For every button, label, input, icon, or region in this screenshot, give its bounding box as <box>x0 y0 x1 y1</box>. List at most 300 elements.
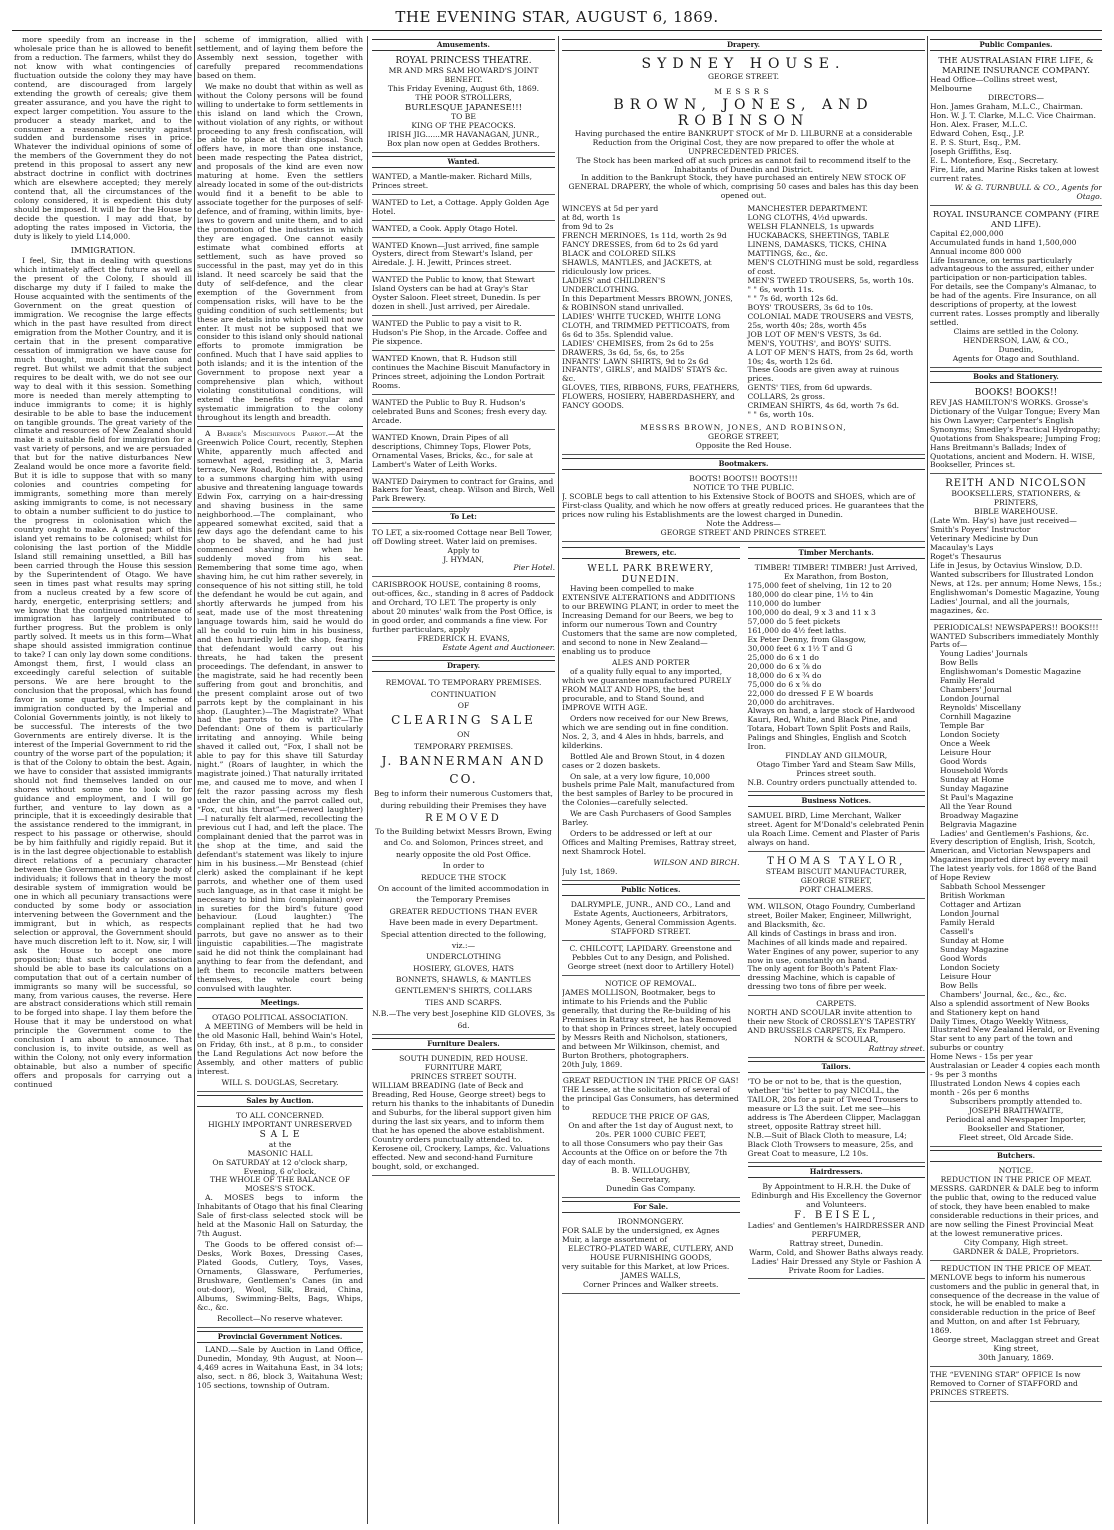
periodical-item: All the Year Round <box>940 801 1012 811</box>
ad-line: THOMAS TAYLOR, <box>767 856 906 868</box>
ad-line: REDUCTION IN THE PRICE OF MEAT. <box>940 1175 1092 1185</box>
price-list-item: SHAWLS, MANTLES, and JACKETS, at ridiculously low prices. <box>562 258 712 276</box>
ad-line: at the <box>268 1139 292 1149</box>
timber-row: 30,000 feet 6 x 1½ T and G <box>747 643 853 653</box>
ad-line: Fire, Life, and Marine Risks taken at lowest current rates. <box>930 164 1099 183</box>
ad-line: IRISH JIG......MR HAVANAGAN, JUNR., <box>387 129 540 139</box>
divider <box>197 426 363 427</box>
ad-body: A. MOSES begs to inform the Inhabitants of Otago that his final Clearing Sale of first-class selected stock will be held at the Masonic Hall on Saturday, the 7th August. <box>197 1193 363 1239</box>
ad-mollison <box>562 978 740 1074</box>
section-header-drapery: Drapery. <box>562 39 925 51</box>
price-list-item: GLOVES, TIES, RIBBONS, FURS, FEATHERS, FLOWERS, HOSIERY, HABERDASHERY, and FANCY GOODS. <box>562 383 740 411</box>
ad-line: PORT CHALMERS. <box>799 884 874 894</box>
column-divider <box>367 36 368 1524</box>
section-header-butchers: Butchers. <box>930 1150 1102 1162</box>
price-list-right <box>748 205 926 420</box>
ad-line: NORTH & SCOULAR, <box>794 1035 879 1045</box>
ad-line: Annual income 800 000 <box>930 246 1022 256</box>
section-header-books: Books and Stationery. <box>930 371 1102 383</box>
periodical-item: Family Herald <box>940 918 995 928</box>
ad-line: Australasian or Leader 4 copies each month - 9s per 3 months <box>930 1061 1101 1080</box>
section-header-meetings: Meetings. <box>197 997 363 1009</box>
ad-body: CARISBROOK HOUSE, containing 8 rooms, out-offices, &c., standing in 8 acres of Paddock and Orchard, TO LET. The property is only about 20 minutes' walk from the Post Office, is in good order, and commands a fine view. For further particulars, apply <box>372 580 554 635</box>
ad-line: Beg to inform their numerous Customers that, during rebuilding their Premises they have <box>374 789 553 810</box>
lower-columns <box>562 544 925 1296</box>
ad-line: Estate Agent and Auctioneer. <box>442 643 555 653</box>
periodical-item: Chambers' Journal <box>940 685 1012 695</box>
ad-line: CONTINUATION <box>430 689 497 699</box>
periodicals-list <box>930 883 1102 999</box>
ad-line: GREAT REDUCTION IN THE PRICE OF GAS! <box>562 1076 739 1086</box>
column-1 <box>14 36 192 1524</box>
price-list-item: WINCEYS at 5d per yard <box>562 204 659 214</box>
ad-body: Also a splendid assortment of New Books and Stationery kept on hand <box>930 998 1090 1017</box>
ad-line: F. BEISEL, <box>794 1209 879 1221</box>
ad-body: Daily Times, Otago Weekly Witness, Illustrated New Zealand Herald, or Evening Star sent to any part of the town and suburbs or country <box>930 1016 1100 1053</box>
ad-line: FURNITURE MART, <box>424 1063 503 1073</box>
ad-line: Veterinary Medicine by Dun <box>930 534 1039 543</box>
ad-line: MASONIC HALL <box>247 1148 313 1158</box>
ad-body: N.B.—Suit of Black Cloth to measure, L4; Black Cloth Trowsers to measure, 25s, and Great Coat to measure, L2 10s. <box>747 1131 914 1158</box>
article-paragraph: We make no doubt that within as well as without the Colony persons will be found willing to undertake to form settlements in this island on land which the Crown, without violation of any rights, or without proceeding to any fresh confiscation, will be able to place at their disposal. Such offers have, in more than one instance, been made respecting the Patea district, and proposals of the kind are even now maturing at home. Even the settlers already located in some of the out-districts would find it a benefit to be able to associate together for the purposes of self-defence, and of framing, within limits, bye-laws to govern and unite them, and to aid the promotion of the industries in which they are engaged. One cannot easily estimate what combined efforts at settlement, such as have proved so successful in the past, may yet do in this island. It need scarcely be said that the duty of self-defence, and the clear exemption of the Government from compensation risks, will have to be the guiding condition of such settlements; but these are details into which I will not now enter. It must not be supposed that we consider to this island only should national efforts to promote immigration be confined. Much that I have said applies to both islands; and it is the intention of the Government to propose next year a comprehensive plan which, without violating constitutional conditions, will extend the benefits of regular and systematic immigration to the colony throughout its length and breadth. <box>197 81 363 423</box>
periodical-item: Reynolds' Miscellany <box>940 703 1022 713</box>
ad-body: Wanted subscribers for Illustrated London News, at 12s. per annum; Home News, 15s.; Englishwoman's Domestic Magazine, Young Ladies' Journal, and all the journals, magazines, &c. <box>930 569 1102 615</box>
article-body: —At the Greenwich Police Court, recently, Stephen White, apparently much affected and somewhat aged, residing at 3, Maria terrace, New Road, Rotherhithe, appeared to a summons charging him with using abusive and threatening language towards Edwin Fox, carrying on a hair-dressing and shaving business in the same neighborhood.—The complainant, who appeared somewhat excited, said that a few days ago the defendant came to his shop to be shaved, and he had just commenced shaving him when he suddenly moved from his seat. Remembering that some time ago, when shaving him, he cut him rather severely, in consequence of his not sitting still, he told the defendant he would be cut again, and shortly afterwards he jumped from his seat, made use of the most threatening language towards him, said he would do all he could to ruin him in his business, and then hurriedly left the shop, fearing that defendant would carry out his threats, he had taken the present proceedings. The defendant, in answer to the magistrate, said he had recently been suffering from gout and bronchitis, and the present complaint arose out of two parrots kept by the complainant in his shop. (Laughter.)—The Magistrate? What had the parrots to do with it?—The Defendant: One of them is particularly irritating and annoying. While being shaved it called out, “Fox, I shall not be able to pay for this shave till Saturday night.” (Roars of laughter, in which the magistrate joined.) That naturally irritated me, and caused me to move, and when I felt the razor passing across my flesh under the chin, and the parrot called out, “Fox, cut his throat”—(renewed laughter)—I naturally felt alarmed, recollecting the previous cut I had, and left the place. The complainant denied that the parrot was in the shop at the time, and said the defendant's statement was likely to injure him in his business.—Mr Benstead (chief clerk) asked the complainant if he kept parrots, and whether one of them used such language, as in that case it might be necessary to bind him (complainant) over in sureties for the bird's future good behaviour. (Loud laughter.) The complainant replied that he had two parrots, but gave no answer as to their linguistic capabilities.—The magistrate said he did not think the complainant had anything to fear from the defendant, and left them to reconcile matters between themselves, the whole court being convulsed with laughter. <box>197 428 363 994</box>
ad-body: All kinds of Castings in brass and iron. Machines of all kinds made and repaired. Water Engines of any power, superior to any now in use, constantly on hand. <box>747 928 919 965</box>
ad-line: Dunedin Gas Company. <box>606 1183 696 1193</box>
ad-line: PERIODICALS! NEWSPAPERS!! BOOKS!!! <box>933 622 1099 632</box>
ad-line: MR AND MRS SAM HOWARD'S JOINT BENEFIT. <box>388 65 539 84</box>
ad-line: REDUCE THE PRICE OF GAS, <box>591 1112 710 1122</box>
ad-line: GEORGE STREET AND PRINCES STREET. <box>660 528 827 538</box>
timber-row: 20,000 do 6 x ⅞ do <box>747 661 822 671</box>
price-list-item: LADIES' CHEMISES, from 2s 6d to 25s <box>562 338 714 348</box>
classified-ad: WANTED the Public to Buy R. Hudson's celebrated Buns and Scones; fresh every day. Arcade. <box>372 397 555 430</box>
periodical-item: Leisure Hour <box>940 971 992 981</box>
ad-line: IRONMONGERY. <box>617 1217 684 1227</box>
classified-ad: WANTED the Public to know, that Stewart Island Oysters can be had at Gray's Star Oyster Saloon. Fleet street, Dunedin. Is per dozen in shell. Just arrived, per Airedale. <box>372 274 555 316</box>
timber-row: 18,000 do 6 x ¾ do <box>747 670 822 680</box>
ad-line: E. P. S. Sturt, Esq., P.M. <box>930 137 1021 147</box>
timber-row: 100,000 do deal, 9 x 3 and 11 x 3 <box>747 608 876 617</box>
section-heading: IMMIGRATION. <box>70 245 136 255</box>
periodical-item: Young Ladies' Journals <box>940 649 1028 659</box>
ad-royal-insurance <box>930 208 1102 368</box>
ad-line: By Appointment to H.R.H. the Duke of Edinburgh and His Excellency the Governor and Volunteers. <box>751 1182 922 1210</box>
ad-line: BOOKS! BOOKS!! <box>974 388 1058 399</box>
ad-line: July 1st, 1869. <box>562 867 618 877</box>
price-list-item: JOB LOT OF MEN'S VESTS, 3s 6d. <box>747 329 882 339</box>
ad-otago-political <box>197 1012 363 1092</box>
ad-breading <box>372 1053 555 1175</box>
price-list-item: DRAWERS, 3s 6d, 5s, 6s, to 25s <box>562 347 685 357</box>
ad-body: WM. WILSON, Otago Foundry, Cumberland street, Boiler Maker, Engineer, Millwright, and Blacksmith, &c. <box>747 901 916 929</box>
ad-braithwaite <box>930 622 1102 1147</box>
ad-line: UNDERCLOTHING <box>426 952 501 962</box>
ad-line: N.B. Country orders punctually attended to. <box>747 778 918 788</box>
ad-bird: SAMUEL BIRD, Lime Merchant, Walker street. Agent for M'Donald's celebrated Penin ula Roach Lime. Cement and Plaster of Paris always on hand. <box>748 810 926 852</box>
section-header-bootmakers: Bootmakers. <box>562 458 925 470</box>
ad-line: MESSRS BROWN, JONES, AND ROBINSON, <box>640 423 847 433</box>
ad-body: 'TO be or not to be, that is the question, whether 'tis' better to pay NICOLL, the TAILOR, 20s for a pair of Tweed Trousers to measure or L3 the suit. Let me see—his address is The Aberdeen Clipper, Maclaggan street, opposite Rattray street hill. <box>747 1077 921 1132</box>
periodicals-list <box>930 650 1102 838</box>
ad-line: ALES AND PORTER <box>611 658 690 668</box>
ad-line: Illustrated London News 4 copies each month - 26s per 6 months <box>930 1079 1081 1098</box>
ad-line: GEORGE STREET, <box>800 875 872 885</box>
ad-line: Note the Address— <box>706 519 781 529</box>
masthead-rule <box>12 30 1102 31</box>
ad-line: GARDNER & DALE, Proprietors. <box>952 1246 1080 1256</box>
price-list-left <box>562 205 740 420</box>
periodical-item: Leisure Hour <box>940 747 992 757</box>
article-title: A Barber's Mischievous Parrot. <box>205 428 329 438</box>
price-list-item: HUCKABACKS, SHEETINGS, TABLE LINENS, DAMASKS, TICKS, CHINA MATTINGS, &c., &c. <box>747 231 890 259</box>
price-list-item: MEN'S, YOUTHS', and BOYS' SUITS. <box>747 338 892 348</box>
ad-body: Having purchased the entire BANKRUPT STOCK of Mr D. LILBURNE at a considerable Reduction from the Original Cost, they are now prepared to offer the whole at UNPRECEDENTED PRICES. <box>574 128 913 156</box>
ad-line: Pier Hotel. <box>513 563 555 573</box>
ad-taylor <box>748 854 926 899</box>
ad-body: TO LET, a six-roomed Cottage near Bell Tower, off Dowling street. Water laid on premises. <box>372 527 553 546</box>
ad-line: Recollect—No reserve whatever. <box>217 1313 343 1323</box>
ad-line: Hon. W. J. T. Clarke, M.L.C. Vice Chairman. <box>930 111 1096 121</box>
ad-line: Box plan now open at Geddes Brothers. <box>387 138 540 148</box>
ad-body: FOR SALE by the undersigned, ex Agnes Muir, a large assortment of <box>562 1226 720 1244</box>
section-header-business: Business Notices. <box>748 795 926 807</box>
periodical-item: British Workman <box>940 891 1006 901</box>
ad-line: BROWN, JONES, AND ROBINSON <box>613 96 874 130</box>
ad-line: Periodical and Newspaper Importer, Bookseller and Stationer, <box>946 1115 1086 1133</box>
price-list-item: LADIES' and CHILDREN'S UNDERCLOTHING. <box>562 275 666 294</box>
ad-line: NOTICE. <box>998 1166 1034 1176</box>
ad-body: to all those Consumers who pay their Gas Accounts at the Office on or before the 7th day of each month. <box>562 1139 728 1167</box>
section-header-furniture: Furniture Dealers. <box>372 1038 555 1050</box>
ad-line: TEMPORARY PREMISES. <box>413 741 514 751</box>
periodical-item: London Journal <box>940 694 1000 704</box>
ad-line: ELECTRO-PLATED WARE, CUTLERY, AND HOUSE FURNISHING GOODS, <box>567 1243 734 1262</box>
ad-line: HENDERSON, LAW, & CO., <box>963 336 1069 346</box>
periodical-item: Household Words <box>940 765 1008 775</box>
classified-ad: WANTED Dairymen to contract for Grains, and Bakers for Yeast, cheap. Wilson and Birch, Well Park Brewery. <box>372 476 555 509</box>
ad-body: A MEETING of Members will be held in the old Masonic Hall, behind Wain's Hotel, on Friday, 6th inst., at 8 p.m., to consider the Land Regulations Act now before the Assembly, and other matters of public interest. <box>197 1022 363 1076</box>
ad-line: City Company, High street. <box>963 1237 1069 1247</box>
periodical-item: Belgravia Magazine <box>940 819 1017 829</box>
ad-line: THE WHOLE OF THE BALANCE OF MOSES'S STOCK. <box>209 1175 351 1194</box>
price-list-item: at 8d, worth 1s <box>562 213 621 223</box>
ad-menlove <box>930 1263 1102 1367</box>
ad-body: Bottled Ale and Brown Stout, in 4 dozen cases or 2 dozen baskets. <box>562 751 725 770</box>
ad-body: NORTH AND SCOULAR invite attention to their new Stock of CROSSLEY'S TAPESTRY AND BRUSSELS CARPETS, Ex Pampero. <box>747 1008 916 1036</box>
ad-line: Smith's Poyers' Instructor <box>930 525 1031 535</box>
timber-row: 161,000 do 4½ feet laths. <box>747 625 847 635</box>
ad-line: Otago Timber Yard and Steam Saw Mills, Princes street south. <box>756 760 916 779</box>
ad-line: GEORGE STREET, <box>707 432 779 442</box>
timber-row: 20,000 do architraves. <box>747 697 835 707</box>
ad-body: We are Cash Purchasers of Good Samples Barley. <box>562 809 732 828</box>
ad-line: Evening, 6 o'clock, <box>243 1166 317 1176</box>
ad-line: WELL PARK BREWERY, DUNEDIN. <box>587 564 715 585</box>
ad-line: HIGHLY IMPORTANT UNRESERVED <box>208 1120 352 1130</box>
section-header-wanted: Wanted. <box>372 156 555 168</box>
periodical-item: London Society <box>940 962 1000 972</box>
ad-body: On sale, at a very low figure, 10,000 bushels prime Pale Malt, manufactured from the best samples of Barley to be procured in the Colonies—carefully selected. <box>562 771 735 808</box>
ad-line: Opposite the Red House. <box>695 441 792 451</box>
periodical-item: Sunday at Home <box>940 774 1004 784</box>
periodical-item: Bow Bells <box>940 980 978 990</box>
ad-line: SYDNEY HOUSE. <box>641 56 846 73</box>
ad-line: George street, Maclaggan street and Great King street, <box>932 1335 1100 1354</box>
ad-scoble <box>562 473 925 542</box>
ad-line: Rattray street, Dunedin. <box>789 1238 884 1248</box>
ad-line: Hon. Alex. Fraser, M.L.C. <box>930 120 1028 130</box>
periodical-item: Sunday Magazine <box>940 783 1009 793</box>
classified-ad: WANTED Known, that R. Hudson still continues the Machine Biscuit Manufactory in Princes street, adjoining the London Portrait Rooms. <box>372 353 555 395</box>
ad-beisel <box>748 1181 926 1279</box>
article-paragraph: more speedily from an increase in the wholesale price than he is allowed to benefit from a reduction. The farmers, whilst they do not know with what contingencies of fluctuation outside the colony they may have contend, are discouraged from largely extending the growth of cereals; give them greater assurance, and you have the right to expect larger competition. You assure to the producer a steady market, and to the consumer a reasonable security against sudden and burdensome rises in price. Whatever the individual opinions of some of the members of the Government they do not pretend in this proposal to assert any new abstract doctrine in conflict with doctrines which are elsewhere accepted; they merely contend that, all the circumstances of the colony considered, it is expedient this duty should be imposed. It will be for the House to decide the question. I may add that, by adopting the rates imposed in Victoria, the duty is likely to yield L14,000. <box>14 36 192 241</box>
ad-line: MESSRS <box>714 86 773 96</box>
periodical-item: Once a Week <box>940 738 990 748</box>
section-header-hairdressers: Hairdressers. <box>748 1166 926 1178</box>
ad-body: REV JAS HAMILTON'S WORKS. Grosse's Dictionary of the Vulgar Tongue; Every Man his Own Lawyer; Carpenter's English Synonyms; Smedley's Practical Hydropathy; Quotations from Shakspeare; Jumping Frog; Hans Breitmann's Ballads; Index of Quotations, ancient and Modern. H. WISE, Bookseller, Princes st. <box>930 397 1101 470</box>
ad-line: (Late Wm. Hay's) have just received— <box>930 516 1077 526</box>
section-header-to-let: To Let: <box>372 511 555 523</box>
price-list-item: A LOT OF MEN'S HATS, from 2s 6d, worth 10s; 4s, worth 12s 6d. <box>747 347 914 366</box>
ad-line: TIMBER! TIMBER! TIMBER! Just Arrived, <box>754 563 918 573</box>
ad-line: very suitable for this Market, at low Prices. <box>562 1261 730 1271</box>
timber-row: 110,000 do lumber <box>747 599 821 609</box>
ad-line: Have been made in every Department. <box>388 918 539 928</box>
ad-line: J. BANNERMAN AND CO. <box>381 754 546 787</box>
article-paragraph: scheme of immigration, allied with settlement, and of laying them before the Assembly next session, together with carefully prepared recommendations based on them. <box>197 36 363 80</box>
classified-ad: WANTED to Let, a Cottage. Apply Golden Age Hotel. <box>372 197 555 221</box>
ad-line: THE POOR STROLLERS, <box>415 92 512 102</box>
ad-body: WILLIAM BREADING (late of Beck and Breading, Red House, George street) begs to return his thanks to the inhabitants of Dunedin and Suburbs, for the liberal support given him during the last six years, and to inform them that he has opened the above establishment. Country orders punctually attended to. Kerosene oil, Crockery, Lamps, &c. Valuations effected. New and second-hand Furniture bought, sold, or exchanged. <box>372 1081 554 1171</box>
ad-line: 20th July, 1869. <box>562 1059 623 1069</box>
periodical-item: Cottager and Artizan <box>940 900 1022 910</box>
ad-wilson <box>748 901 926 997</box>
ad-evening-star: THE “EVENING STAR” OFFICE Is now Removed to Corner of STAFFORD and PRINCES STREETS. <box>930 1369 1102 1402</box>
periodical-item: Good Words <box>940 953 987 963</box>
classified-ad: WANTED Known—Just arrived, fine sample Oysters, direct from Stewart's Island, per Airedale. J. H. Jewitt, Princes street. <box>372 240 555 273</box>
periodical-item: Sabbath School Messenger <box>940 882 1046 892</box>
ad-line: Head Office—Collins street west, Melbourne <box>930 75 1058 94</box>
ad-body: JAMES MOLLISON, Bootmaker, begs to intimate to his Friends and the Public generally, that during the Re-building of his Premises in Rattray street, he has Removed to that shop in Princes street, lately occupied by Messrs Reith and Nicholson, stationers, and between Mr Wilkinson, chemist, and Burton Brothers, photographers. <box>562 987 738 1060</box>
periodical-item: London Journal <box>940 909 1000 919</box>
ad-line: Life in Jesus, by Octavius Winslow, D.D. <box>930 560 1083 570</box>
ad-line: Agents for Otago and Southland. <box>952 354 1080 363</box>
timber-row: Ex Peter Denny, from Glasgow, <box>747 634 867 644</box>
ad-line: TIES AND SCARFS. <box>425 997 502 1007</box>
ad-line: Special attention directed to the following, <box>380 929 547 939</box>
ad-line: On account of the limited accommodation in the Temporary Premises <box>378 883 549 905</box>
periodical-item: Sunday Magazine <box>940 944 1009 954</box>
ad-gas <box>562 1075 740 1197</box>
ad-line: FINDLAY AND GILMOUR, <box>785 751 888 761</box>
price-list-item: INFANTS', GIRLS', and MAIDS' STAYS &c. &c. <box>562 365 728 384</box>
ad-line: SOUTH DUNEDIN, RED HOUSE. <box>399 1054 528 1064</box>
ad-line: REDUCTION IN THE PRICE OF MEAT. <box>940 1263 1092 1273</box>
section-header-amusements: Amusements. <box>372 39 555 51</box>
periodical-item: London Society <box>940 730 1000 740</box>
ad-line: Rattray street. <box>868 1044 925 1054</box>
ad-moses-sale <box>197 1110 363 1328</box>
ad-line: Claims are settled in the Colony. <box>953 327 1079 337</box>
price-list-item: COLLARS, 2s gross. <box>747 392 825 402</box>
price-list-item: In this Department Messrs BROWN, JONES, & ROBINSON stand unrivalled. <box>562 293 733 312</box>
column-2 <box>197 36 363 1524</box>
ad-line: Warm, Cold, and Shower Baths always ready. <box>749 1247 924 1257</box>
ad-gardner-dale <box>930 1165 1102 1261</box>
ad-line: NOTICE OF REMOVAL. <box>604 978 697 988</box>
ad-line: KING OF THE PEACOCKS. <box>411 120 516 130</box>
ad-body: of a quality fully equal to any imported, which we guarantee manufactured PURELY FROM MALT AND HOPS, the best procurable, and to Stand Sound, and IMPROVE WITH AGE. <box>562 667 732 712</box>
column-divider <box>194 36 195 1524</box>
periodical-item: Family Herald <box>940 676 995 686</box>
price-list-item: from 9d to 2s <box>562 222 614 232</box>
ad-body: The Stock has been marked off at such prices as cannot fail to recommend itself to the Inhabitants of Dunedin and District. <box>576 155 911 174</box>
ad-line: BOOKSELLERS, STATIONERS, & PRINTERS, <box>951 489 1081 508</box>
classified-ad <box>372 527 555 578</box>
ad-line: Macaulay's Lays <box>930 542 994 552</box>
price-list-item: " " 7s 6d, worth 12s 6d. <box>747 293 839 303</box>
price-list-item: " " 6s, worth 10s. <box>747 410 814 420</box>
price-list-item: FRENCH MERINOES, 1s 11d, worth 2s 9d <box>562 231 727 241</box>
price-list-item: INFANTS' LAWN SHIRTS, 9d to 2s 6d <box>562 356 709 366</box>
ad-reith-nicolson <box>930 476 1102 619</box>
ad-line: Dunedin, <box>998 345 1034 355</box>
ad-line: 30th January, 1869. <box>978 1353 1054 1363</box>
ad-body: C. CHILCOTT, LAPIDARY. Greenstone and Pebbles Cut to any Design, and Polished. <box>569 944 733 963</box>
ad-line: In order to <box>442 861 485 871</box>
ad-line: E. L. Montefiore, Esq., Secretary. <box>930 155 1059 165</box>
ad-line: HOSIERY, GLOVES, HATS <box>413 963 514 973</box>
classified-ad: WANTED the Public to pay a visit to R. Hudson's Pie Shop, in the Arcade. Coffee and Pie sixpence. <box>372 318 555 351</box>
ad-nicoll <box>748 1076 926 1163</box>
ad-line: JOSEPH BRAITHWAITE, <box>968 1106 1064 1116</box>
timber-row: 175,000 feet of shelving, 1in 12 to 20 <box>747 581 892 591</box>
column-divider <box>558 36 559 1524</box>
section-header-tailors: Tailors. <box>748 1061 926 1073</box>
ad-line: REMOVED <box>425 813 502 825</box>
periodical-item: Good Words <box>940 756 987 766</box>
ad-line: Edward Cohen, Esq., J.P. <box>930 129 1025 138</box>
ad-line: JAMES WALLS, <box>620 1270 681 1280</box>
ad-line: ON <box>457 730 470 740</box>
classified-ad <box>372 579 555 657</box>
periodical-item: Broadway Magazine <box>940 810 1019 820</box>
ad-line: ROYAL INSURANCE COMPANY (FIRE AND LIFE). <box>932 209 1100 230</box>
price-list-item: BLACK and COLORED SILKS <box>562 249 676 259</box>
ad-line: REITH AND NICOLSON <box>945 478 1087 490</box>
periodical-item: Temple Bar <box>940 721 985 731</box>
ad-body: MENLOVE begs to inform his numerous customers and the public in general that, in consequence of the decrease in the value of stock, he will be enabled to make a considerable reduction in the price of Beef and Mutton, on and after 1st February, 1869. <box>930 1272 1100 1336</box>
ad-line: Ladies' and Gentlemen's HAIRDRESSER AND PERFUMER, <box>747 1220 925 1239</box>
ad-line: Capital £2,000,000 <box>930 228 1004 238</box>
ad-line: Home News - 15s per year <box>930 1052 1033 1062</box>
price-list-item: MEN'S CLOTHING must be sold, regardless of cost. <box>747 258 919 276</box>
ad-body: MESSRS. GARDNER & DALE beg to inform the public that, owing to the reduced value of stock, they have been enabled to make considerable reductions in their prices, and are now selling the Finest Provincial Meat at the lowest remunerative prices. <box>930 1184 1099 1238</box>
column-4-left <box>562 544 740 1296</box>
ad-line: GEORGE STREET. <box>707 71 779 81</box>
timber-row: 25,000 do 6 x 1 do <box>747 652 819 662</box>
price-list-item: GENTS' TIES, from 6d upwards. <box>747 383 873 393</box>
ad-body: LAND.—Sale by Auction in Land Office, Dunedin, Monday, 9th August, at Noon—4,469 acres in Waitahuna East, in 34 lots; also, sect. n 86, block 3, Waitahuna West; 105 sections, township of Outram. <box>197 1344 363 1390</box>
ad-line: GREATER REDUCTIONS THAN EVER <box>389 906 538 916</box>
masthead: THE EVENING STAR, AUGUST 6, 1869. <box>395 8 719 26</box>
ad-line: GENTLEMEN'S SHIRTS, COLLARS <box>394 986 533 996</box>
ad-line: TO ALL CONCERNED. <box>236 1111 324 1121</box>
ad-line: J. HYMAN, <box>443 554 484 564</box>
ad-line: Fleet street, Old Arcade Side. <box>958 1132 1074 1142</box>
ad-body: Orders now received for our New Brews, which we are sending out in fine condition. Nos. 2, 3, and 4 Ales in hhds, barrels, and kilderkins. <box>562 713 729 750</box>
ad-line: FREDERICK H. EVANS, <box>417 634 510 644</box>
ad-line: Subscribers promptly attended to. <box>949 1097 1083 1107</box>
ad-line: THE AUSTRALASIAN FIRE LIFE, & MARINE INSURANCE COMPANY. <box>938 56 1094 77</box>
ad-line: On SATURDAY at 12 o'clock sharp, <box>212 1157 348 1167</box>
ad-body: The Goods to be offered consist of:—Desks, Work Boxes, Dressing Cases, Plated Goods, Cutlery, Toys, Vases, Ornaments, Glassware, Perfumeries, Brushware, Gentlemen's Canes (in and out-door), Wool, Silk, Braid, China, Albums, Swimming-Belts, Bags, Whips, &c., &c. <box>197 1240 363 1312</box>
ad-line: WILSON AND BIRCH. <box>653 858 740 868</box>
section-header-timber: Timber Merchants. <box>748 547 926 559</box>
ad-body: J. SCOBLE begs to call attention to his Extensive Stock of BOOTS and SHOES, which are of First-class Quality, and which he now offers at greatly reduced prices. He guarantees that the prices now ruling his Establishments are the lowest charged in Dunedin. <box>562 492 925 520</box>
ad-carpets <box>748 998 926 1058</box>
ad-dalrymple: DALRYMPLE, JUNR., AND CO., Land and Estate Agents, Auctioneers, Arbitrators, Money Agents, General Commission Agents. STAFFORD STREET. <box>562 899 740 941</box>
section-header-provincial: Provincial Government Notices. <box>197 1331 363 1343</box>
ad-walls <box>562 1216 740 1294</box>
ad-line: NOTICE TO THE PUBLIC. <box>692 483 794 493</box>
parrot-article <box>197 430 363 994</box>
ad-body: Always on hand, a large stock of Hardwood Kauri, Red, White, and Black Pine, and Totara, Hobart Town Split Posts and Rails, Palings and Shingles, English and Scotch Iron. <box>747 706 915 752</box>
column-4-right <box>748 544 926 1296</box>
ad-body: Life Insurance, on terms particularly advantageous to the assured, either under participation or non-participation tables. For details, see the Company's Almanac, to be had of the agents. Fire Insurance, on all descriptions of property, at the lowest current rates. Losses promptly and liberally settled. <box>930 255 1100 328</box>
price-list-item: CRIMEAN SHIRTS, 4s 6d, worth 7s 6d. <box>747 401 900 411</box>
periodical-item: Cornhill Magazine <box>940 712 1011 722</box>
ad-line: Accumulated funds in hand 1,500,000 <box>930 237 1077 247</box>
classified-ad: WANTED Known, Drain Pipes of all descriptions, Chimney Tops, Flower Pots, Ornamental Vases, Bricks, &c., for sale at Lambert's Water of Leith Works. <box>372 432 555 474</box>
article-paragraph: I feel, Sir, that in dealing with questions which intimately affect the future as well as the present of the Colony, I should ill discharge my duty if I failed to make the House acquainted with the sentiments of the Government on the great question of immigration. We recognise the large effects which in the past have resulted from direct emigration from the Mother Country, and it is certain that in the present comparative cessation of immigration we have cause for much thought, much consideration and regret. But whilst we admit that the subject requires to be dealt with, we do not see our way to deal with it this session. Something more is needed than merely attempting to induce immigrants to come; it is highly desirable to be able to base the inducement on tangible grounds. The great variety of the climate and resources of New Zealand should make it a suitable field for immigration for a vast variety of persons, and we are persuaded that but for the native disturbances New Zealand would be once more a favorite field. But it is idle to suppose that with so many colonies and countries competing for immigrants, something more than merely asking immigrants to come, is not necessary to obtain a number sufficient to do justice to the progress in colonisation which the country ought to make. A great part of this island yet remains to be colonised; whilst for colonising the last portion of the Middle Island still remaining unsettled, a Bill has been carried through the House this session by the Superintendent of Otago. We have seen in times past what results may spring from a nucleus created by a few score of hardy, energetic, enterprising settlers; and we know that the continued maintenance of immigration has largely contributed to further progress. But the problem is only partly solved. It meets us in this form—What shape should assisted immigration continue to take? I can only lay down some conditions. Amongst them, first, I would class an exceedingly careful selection of suitable persons. We are here brought to the conclusion that the proposal, which has found favor in some quarters, of a scheme of immigration conducted by the Imperial and Colonial Governments jointly, is not likely to be successful. The interests of the two Governments are entirely diverse. It is the interest of the Imperial Government to rid the country of the worse part of the population; it is that of the Colony to obtain the best. Again, we have to consider that assisted immigrants should not find themselves landed on our shores without some one to look to for guidance and employment, and I will go further, and venture to lay down as a principle, that it is exceedingly desirable that the assistance rendered to the immigrant, in respect to his passage or otherwise, should be by him faithfully and rigidly repaid. But it is in the last degree objectionable to establish direct relations of a pecuniary character between the Government and a large body of individuals; it follows that in theory the most desirable system of immigration would be one in which all pecuniary transactions were conducted by some body or association intervening between the Government and the immigrant, but in which, as respects selection or approval, the Government should have much discretion left to it. Now, sir, I will ask the House to accept one more proposition; that such body or association should be able to base its calculations on a computation that out of a certain number of immigrants so many will be successful, so many, from various causes, the reverse. Here are abstract considerations which still remain to be forged into shape. I lay them before the House that it may be understood on what principle the Government come to the conclusion I am about to announce. That conclusion is, to invite outside, as well as within the Colony, not only every information obtainable, but also a number of specific offers and proposals for carrying out a continued <box>14 256 192 1090</box>
periodical-item: Ladies' and Gentlemen's Fashions, &c. <box>940 828 1089 838</box>
ad-line: STEAM BISCUIT MANUFACTURER, <box>765 866 907 876</box>
timber-row: 22,000 do dressed F E W boards <box>747 688 874 698</box>
column-4 <box>562 36 925 1524</box>
ad-bannerman <box>372 675 555 1035</box>
ad-line: BURLESQUE JAPANESE!!! <box>404 102 523 113</box>
ad-title: OTAGO POLITICAL ASSOCIATION. <box>212 1013 348 1023</box>
section-header-for-sale: For Sale. <box>562 1201 740 1213</box>
ad-signature: WILL S. DOUGLAS, Secretary. <box>221 1077 339 1087</box>
classified-ad: WANTED, a Mantle-maker. Richard Mills, Princes street. <box>372 171 555 195</box>
ad-theatre <box>372 54 555 152</box>
timber-row: 75,000 do 6 x ⅝ do <box>747 679 822 689</box>
price-list-item: WELSH FLANNELS, 1s upwards <box>747 222 874 232</box>
price-list-item: BOYS' TROUSERS, 3s 6d to 10s. <box>747 302 874 312</box>
price-list-item: MANCHESTER DEPARTMENT. <box>747 204 868 214</box>
ad-line: This Friday Evening, August 6th, 1869. <box>387 83 540 93</box>
section-header-auction: Sales by Auction. <box>197 1095 363 1107</box>
ad-line: Ladies' Hair Dressed any Style or Fashion A Private Room for Ladies. <box>751 1256 922 1275</box>
timber-list <box>748 582 926 707</box>
price-list-item: LONG CLOTHS, 4½d upwards. <box>747 213 868 223</box>
section-header-public: Public Notices. <box>562 884 740 896</box>
ad-body: In addition to the Bankrupt Stock, they have purchased an entirely NEW STOCK OF GENERAL DRAPERY, the whole of which, comprising 50 cases and bales has this day been opened out. <box>568 173 919 201</box>
ad-line: 20s. PER 1000 CUBIC FEET, <box>595 1130 707 1140</box>
ad-line: BOOTS! BOOTS!! BOOTS!!! <box>689 474 798 484</box>
ad-line: PRINCES STREET SOUTH. <box>410 1072 517 1082</box>
ad-line: Corner Princes and Walker streets. <box>583 1279 719 1289</box>
ad-body: Orders to be addressed or left at our Offices and Malting Premises, Rattray street, next Shamrock Hotel. <box>562 829 737 857</box>
ad-line: viz.:— <box>451 940 476 950</box>
ad-line: ROYAL PRINCESS THEATRE. <box>395 56 532 67</box>
ad-line: George street (next door to Artillery Hotel) <box>567 961 734 971</box>
ad-line: REMOVAL TO TEMPORARY PREMISES. <box>385 678 542 688</box>
